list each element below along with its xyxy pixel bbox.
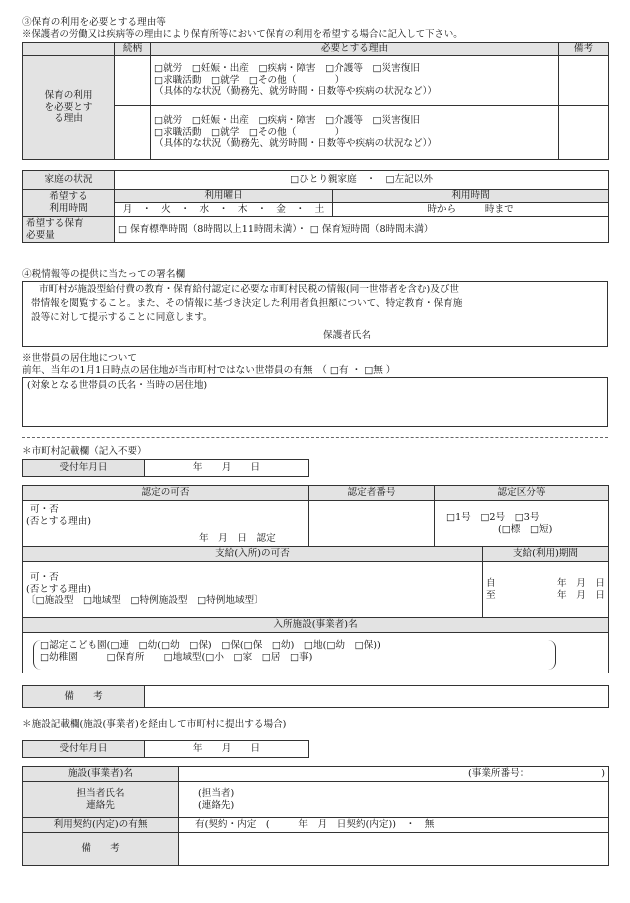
contract-options[interactable]: 有(契約・内定 ( 年 月 日契約(内定)) ・ 無 [179, 818, 609, 833]
facility-header: 入所施設(事業者)名 [23, 618, 609, 633]
facility-received-table [22, 740, 309, 758]
facility-name-field[interactable] [179, 767, 609, 782]
remarks-cell-1[interactable] [559, 56, 609, 106]
need-options[interactable]: □ 保育標準時間（8時間以上11時間未満）・ □ 保育短時間（8時間未満） [115, 217, 609, 243]
contact-field[interactable]: (担当者) (連絡先) [179, 782, 609, 818]
relation-cell-2[interactable] [115, 106, 151, 160]
days-header: 利用曜日 [115, 190, 333, 203]
section3-note: ※保護者の労働又は疾病等の理由により保育所等において保育の利用を希望する場合に記入して下さい。 [22, 29, 463, 40]
consent-text-1: 市町村が施設型給付費の教育・保育給付認定に必要な市町村民税の情報(同一世帯者を含む)及び世 [39, 284, 460, 295]
contract-label: 利用契約(内定)の有無 [23, 818, 179, 833]
days-options[interactable]: 月 ・ 火 ・ 水 ・ 木 ・ 金 ・ 土 [115, 203, 333, 217]
facility-section-title: ＊施設記載欄(施設(事業者)を経由して市町村に提出する場合) [22, 719, 287, 730]
guardian-signature-label: 保護者氏名 [323, 330, 371, 341]
hours-field[interactable]: 時から 時まで [333, 203, 609, 217]
city-remarks-label: 備 考 [23, 686, 145, 708]
city-remarks-table [22, 685, 609, 708]
reason-row-label: 保育の利用 を必要とす る理由 [23, 56, 115, 160]
facility-table [22, 766, 609, 866]
family-label: 家庭の状況 [23, 171, 115, 190]
remarks-cell-2[interactable] [559, 106, 609, 160]
city-remarks-field[interactable] [145, 686, 609, 708]
facility-remarks-field[interactable] [179, 833, 609, 866]
facility-remarks-label: 備 考 [23, 833, 179, 866]
need-label: 希望する保育 必要量 [23, 217, 115, 243]
city-section-title: ＊市町村記載欄（記入不要） [22, 446, 147, 457]
section3-title: ③保育の利用を必要とする理由等 [22, 17, 166, 28]
facility-options-cell[interactable]: □認定こども園(□連 □幼(□幼 □保) □保(□保 □幼) □地(□幼 □保)) □幼稚園 □保育所 □地域型(□小 □家 □居 □事) [23, 633, 609, 673]
blank-header [23, 43, 115, 56]
consent-text-2: 帯情報を閲覧すること。また、その情報に基づき決定した利用者負担額について、特定教育・保育施 [31, 297, 463, 309]
reason-table [22, 42, 609, 160]
residence-box[interactable] [22, 377, 608, 427]
city-received-table [22, 459, 309, 477]
residence-title: ※世帯員の居住地について [22, 353, 137, 364]
reason-options-2[interactable]: □就労 □妊娠・出産 □疾病・障害 □介護等 □災害復旧 □求職活動 □就学 □その他（ ） （具体的な状況（勤務先、就労時間・日数等や疾病の状況など）） [151, 106, 559, 160]
certifier-number-cell[interactable] [309, 501, 435, 547]
office-number: (事業所番号： ) [468, 768, 605, 779]
family-table [22, 170, 609, 243]
contact-label: 担当者氏名 連絡先 [23, 782, 179, 818]
certifier-header: 認定者番号 [309, 486, 435, 501]
relation-cell-1[interactable] [115, 56, 151, 106]
cut-line [22, 437, 608, 438]
remarks-header: 備考 [559, 43, 609, 56]
relation-header: 続柄 [115, 43, 151, 56]
residence-question[interactable]: 前年、当年の1月1日時点の居住地が当市町村ではない世帯員の有無 （ □有 ・ □無 ） [22, 365, 396, 376]
consent-text-3: 設等に対して提示することに同意します。 [31, 311, 213, 323]
cert-header: 認定の可否 [23, 486, 309, 501]
certification-table [22, 485, 609, 673]
city-received-label: 受付年月日 [23, 460, 145, 477]
reason-header: 必要とする理由 [151, 43, 559, 56]
family-options[interactable]: □ひとり親家庭 ・ □左記以外 [115, 171, 609, 190]
cert-decision-cell[interactable]: 可・否 (否とする理由) 年 月 日 認定 [23, 501, 309, 547]
city-received-date[interactable]: 年 月 日 [145, 460, 309, 477]
cert-class-cell[interactable]: □1号 □2号 □3号 (□標 □短) [435, 501, 609, 547]
hours-header: 利用時間 [333, 190, 609, 203]
residence-box-label: (対象となる世帯員の氏名・当時の居住地) [27, 380, 208, 391]
time-label: 希望する 利用時間 [23, 190, 115, 217]
facility-received-label: 受付年月日 [23, 741, 145, 758]
consent-box [22, 281, 608, 347]
facility-name-label: 施設(事業者)名 [23, 767, 179, 782]
cert-class-header: 認定区分等 [435, 486, 609, 501]
pay-header: 支給(入所)の可否 [23, 547, 483, 562]
facility-received-date[interactable]: 年 月 日 [145, 741, 309, 758]
pay-decision-cell[interactable]: 可・否 (否とする理由) 〔□施設型 □地域型 □特例施設型 □特例地域型〕 [23, 562, 483, 618]
period-header: 支給(利用)期間 [483, 547, 609, 562]
reason-options-1[interactable]: □就労 □妊娠・出産 □疾病・障害 □介護等 □災害復旧 □求職活動 □就学 □その他（ ） （具体的な状況（勤務先、就労時間・日数等や疾病の状況など）） [151, 56, 559, 106]
section4-title: ④税情報等の提供に当たっての署名欄 [22, 269, 186, 280]
period-cell[interactable]: 自 年 月 日 至 年 月 日 [483, 562, 609, 618]
